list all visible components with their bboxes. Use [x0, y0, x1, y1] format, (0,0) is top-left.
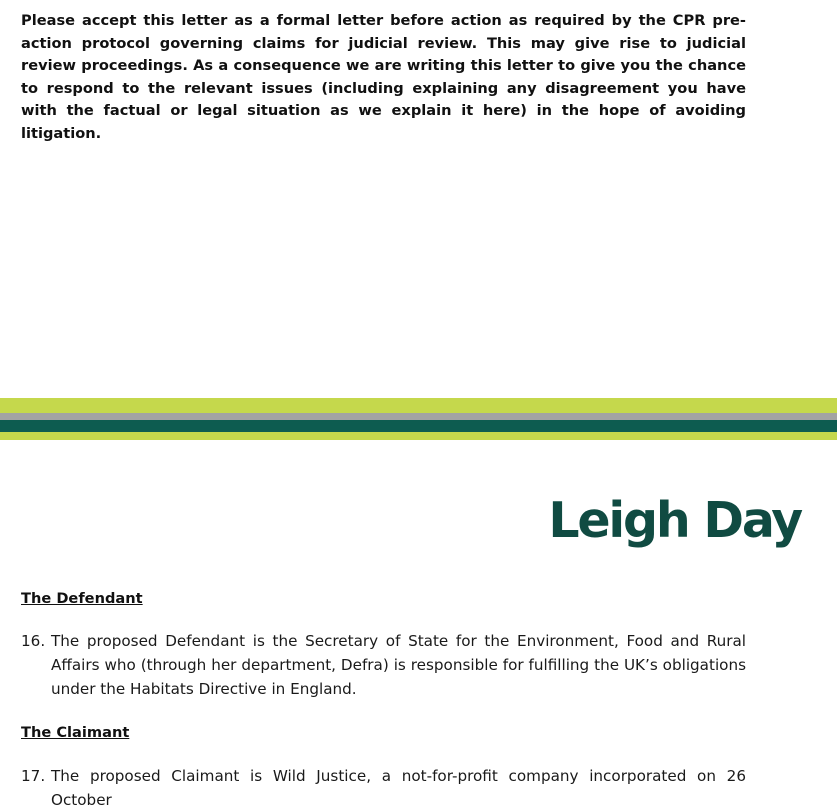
intro-paragraph: Please accept this letter as a formal letter before action as required by the CPR pre-action protocol governing claims for judicial review. This may give rise to judicial review proceedings. As a consequence we are writing this letter to give you the chance to respond to the relevant issues (including explaining any disagreement you have with the factual or legal situation as we explain it here) in the hope of avoiding litigation.	[21, 12, 746, 142]
header-stripe-grey	[0, 413, 837, 420]
paragraph-number: 16.	[21, 632, 46, 650]
leigh-day-logo: Leigh Day	[548, 492, 801, 549]
defendant-heading: The Defendant	[21, 590, 143, 607]
paragraph-number: 17.	[21, 767, 46, 785]
paragraph-16	[21, 629, 746, 701]
header-stripe-green	[0, 420, 837, 432]
paragraph-17	[21, 764, 746, 812]
claimant-heading: The Claimant	[21, 724, 130, 741]
header-stripe-lime-top	[0, 398, 837, 413]
paragraph-text: The proposed Defendant is the Secretary of State for the Environment, Food and Rural Affairs who (through her department, Defra) is responsible for fulfilling the UK’s obligations under the Habitats Directive in England.	[51, 632, 746, 698]
header-stripe-lime-bottom	[0, 432, 837, 440]
paragraph-text: The proposed Claimant is Wild Justice, a not-for-profit company incorporated on 26 October	[51, 767, 746, 809]
